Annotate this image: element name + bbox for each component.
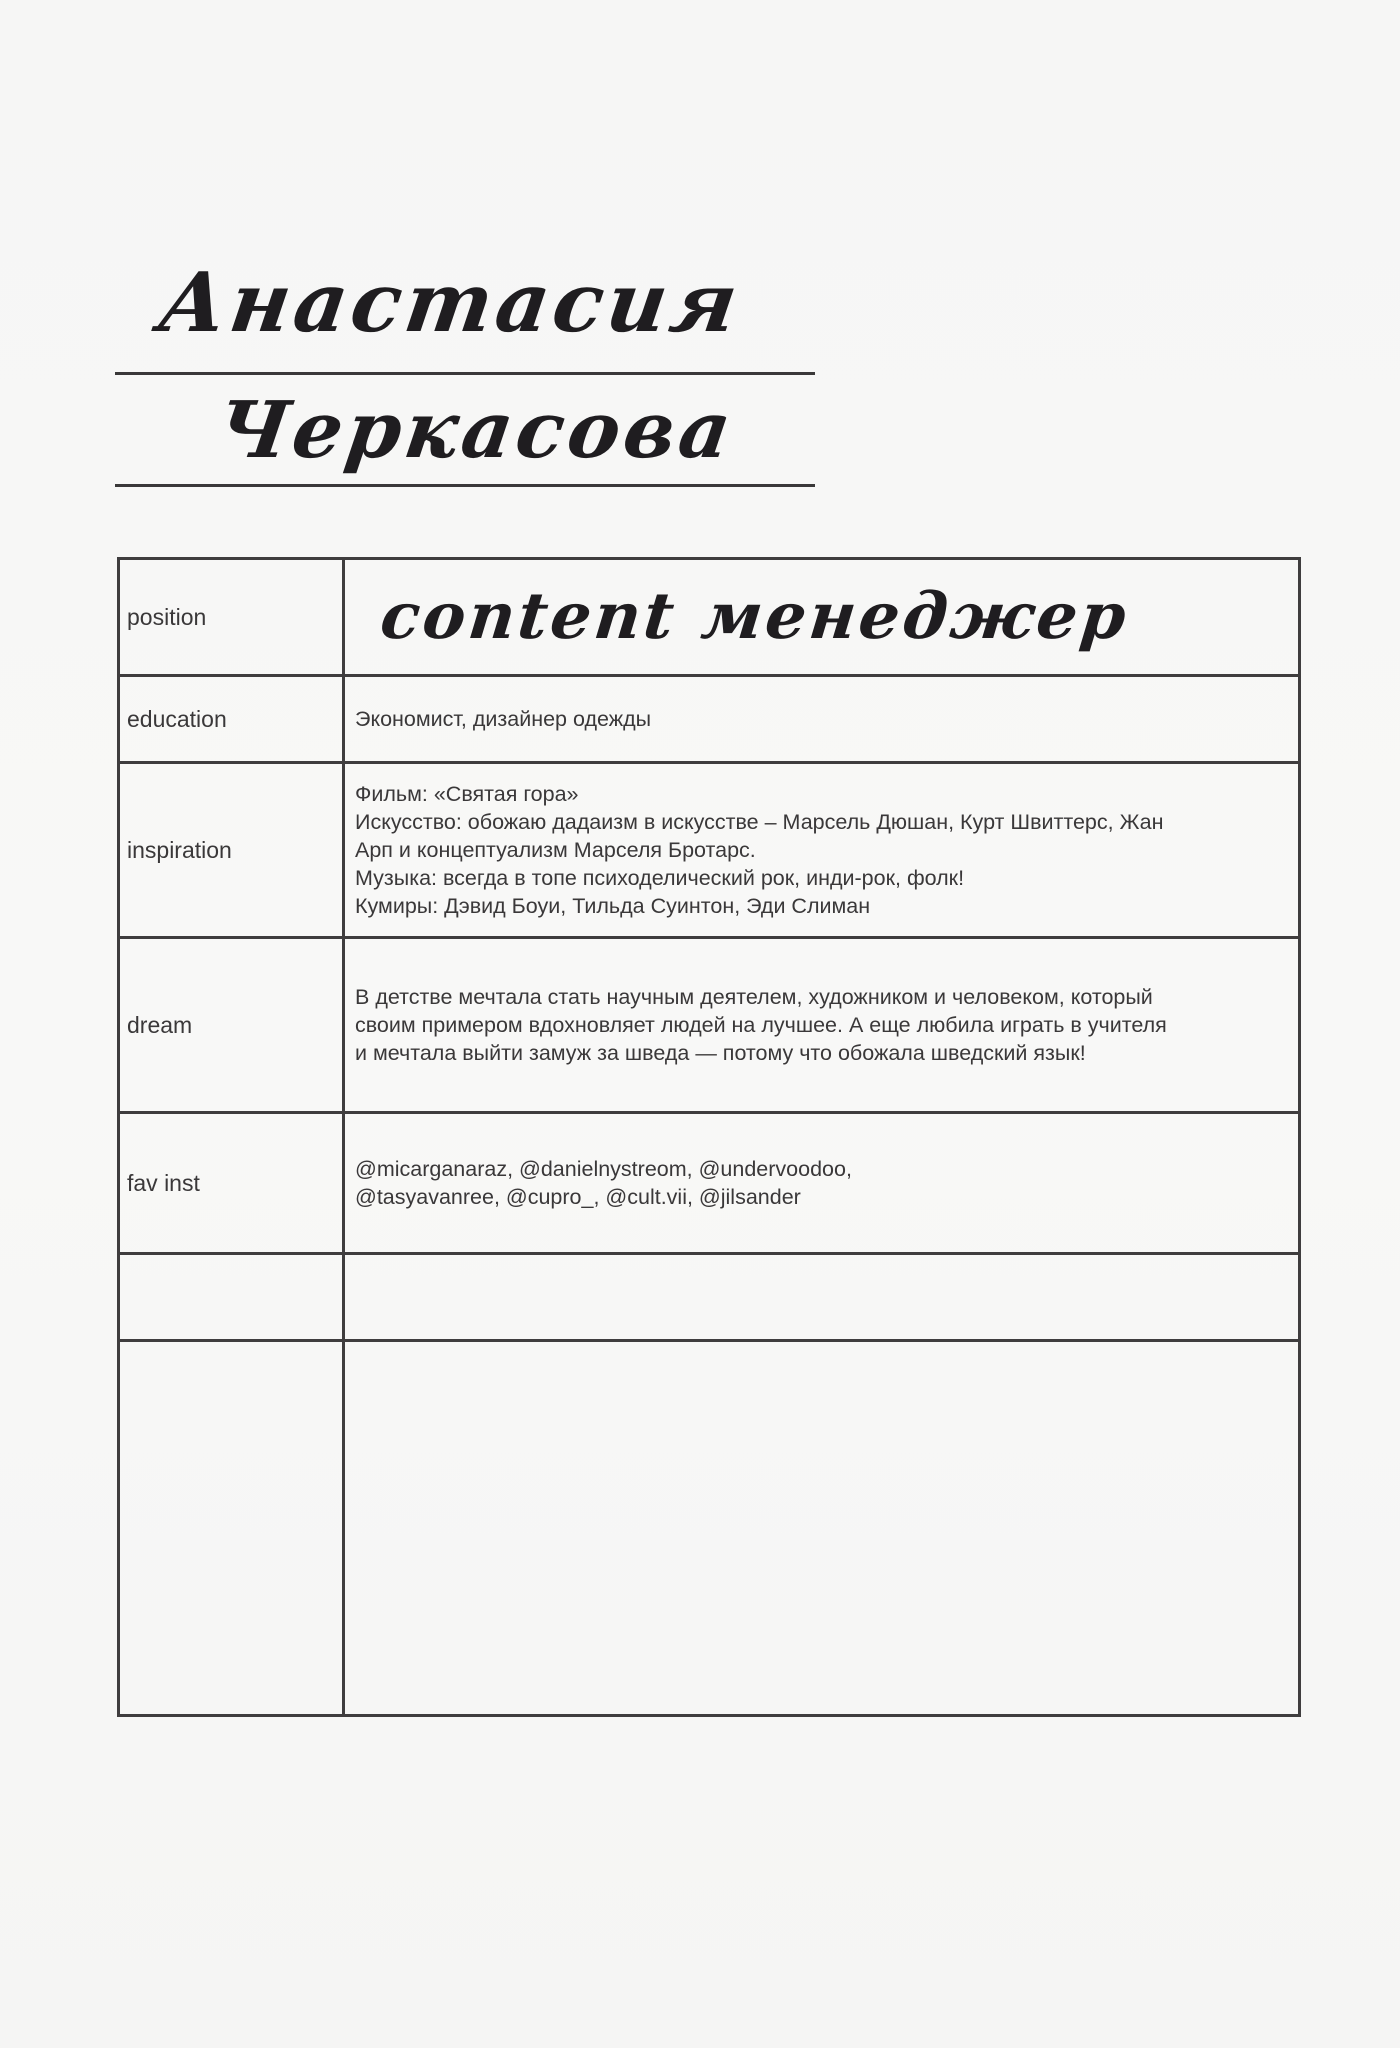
handwritten-last-name: Черкасова	[211, 385, 741, 476]
position-value-cell	[345, 560, 1298, 674]
inspiration-line-art-2: Арп и концептуализм Марселя Бротарс.	[355, 838, 756, 862]
fav-inst-line-1: @micarganaraz, @danielnystreom, @undervoodoo,	[355, 1157, 852, 1181]
table-row-inspiration	[120, 764, 1298, 939]
education-value: Экономист, дизайнер одежды	[355, 707, 652, 731]
inspiration-line-music: Музыка: всегда в топе психоделический рок, инди-рок, фолк!	[355, 866, 965, 890]
inspiration-line-idols: Кумиры: Дэвид Боуи, Тильда Суинтон, Эди Слиман	[355, 894, 871, 918]
education-value-cell	[345, 677, 1298, 761]
fav-inst-value-cell	[345, 1114, 1298, 1252]
dream-value-cell	[345, 939, 1298, 1111]
handwritten-first-name: Анастасия	[153, 255, 748, 351]
table-row-education	[120, 677, 1298, 764]
inspiration-label: inspiration	[120, 764, 345, 936]
empty-value-cell-1	[345, 1255, 1298, 1339]
empty-label-cell-2	[120, 1342, 345, 1714]
position-handwritten-value: content менеджер	[377, 579, 1133, 654]
table-row-dream	[120, 939, 1298, 1114]
inspiration-line-film: Фильм: «Святая гора»	[355, 782, 579, 806]
empty-label-cell-1	[120, 1255, 345, 1339]
position-label: position	[120, 560, 345, 674]
empty-value-cell-2	[345, 1342, 1298, 1714]
first-name-underline	[115, 372, 815, 375]
table-row-fav-inst	[120, 1114, 1298, 1255]
inspiration-value-cell	[345, 764, 1298, 936]
table-row-empty-1	[120, 1255, 1298, 1342]
dream-line-3: и мечтала выйти замуж за шведа — потому что обожала шведский язык!	[355, 1041, 1086, 1065]
table-row-position	[120, 560, 1298, 677]
dream-label: dream	[120, 939, 345, 1111]
last-name-underline	[115, 484, 815, 487]
dream-line-2: своим примером вдохновляет людей на лучшее. А еще любила играть в учителя	[355, 1013, 1167, 1037]
dream-line-1: В детстве мечтала стать научным деятелем, художником и человеком, который	[355, 985, 1153, 1009]
fav-inst-line-2: @tasyavanree, @cupro_, @cult.vii, @jilsander	[355, 1185, 801, 1209]
table-row-empty-2	[120, 1342, 1298, 1714]
profile-form-table	[117, 557, 1301, 1717]
education-label: education	[120, 677, 345, 761]
fav-inst-label: fav inst	[120, 1114, 345, 1252]
inspiration-line-art-1: Искусство: обожаю дадаизм в искусстве – Марсель Дюшан, Курт Швиттерс, Жан	[355, 810, 1164, 834]
